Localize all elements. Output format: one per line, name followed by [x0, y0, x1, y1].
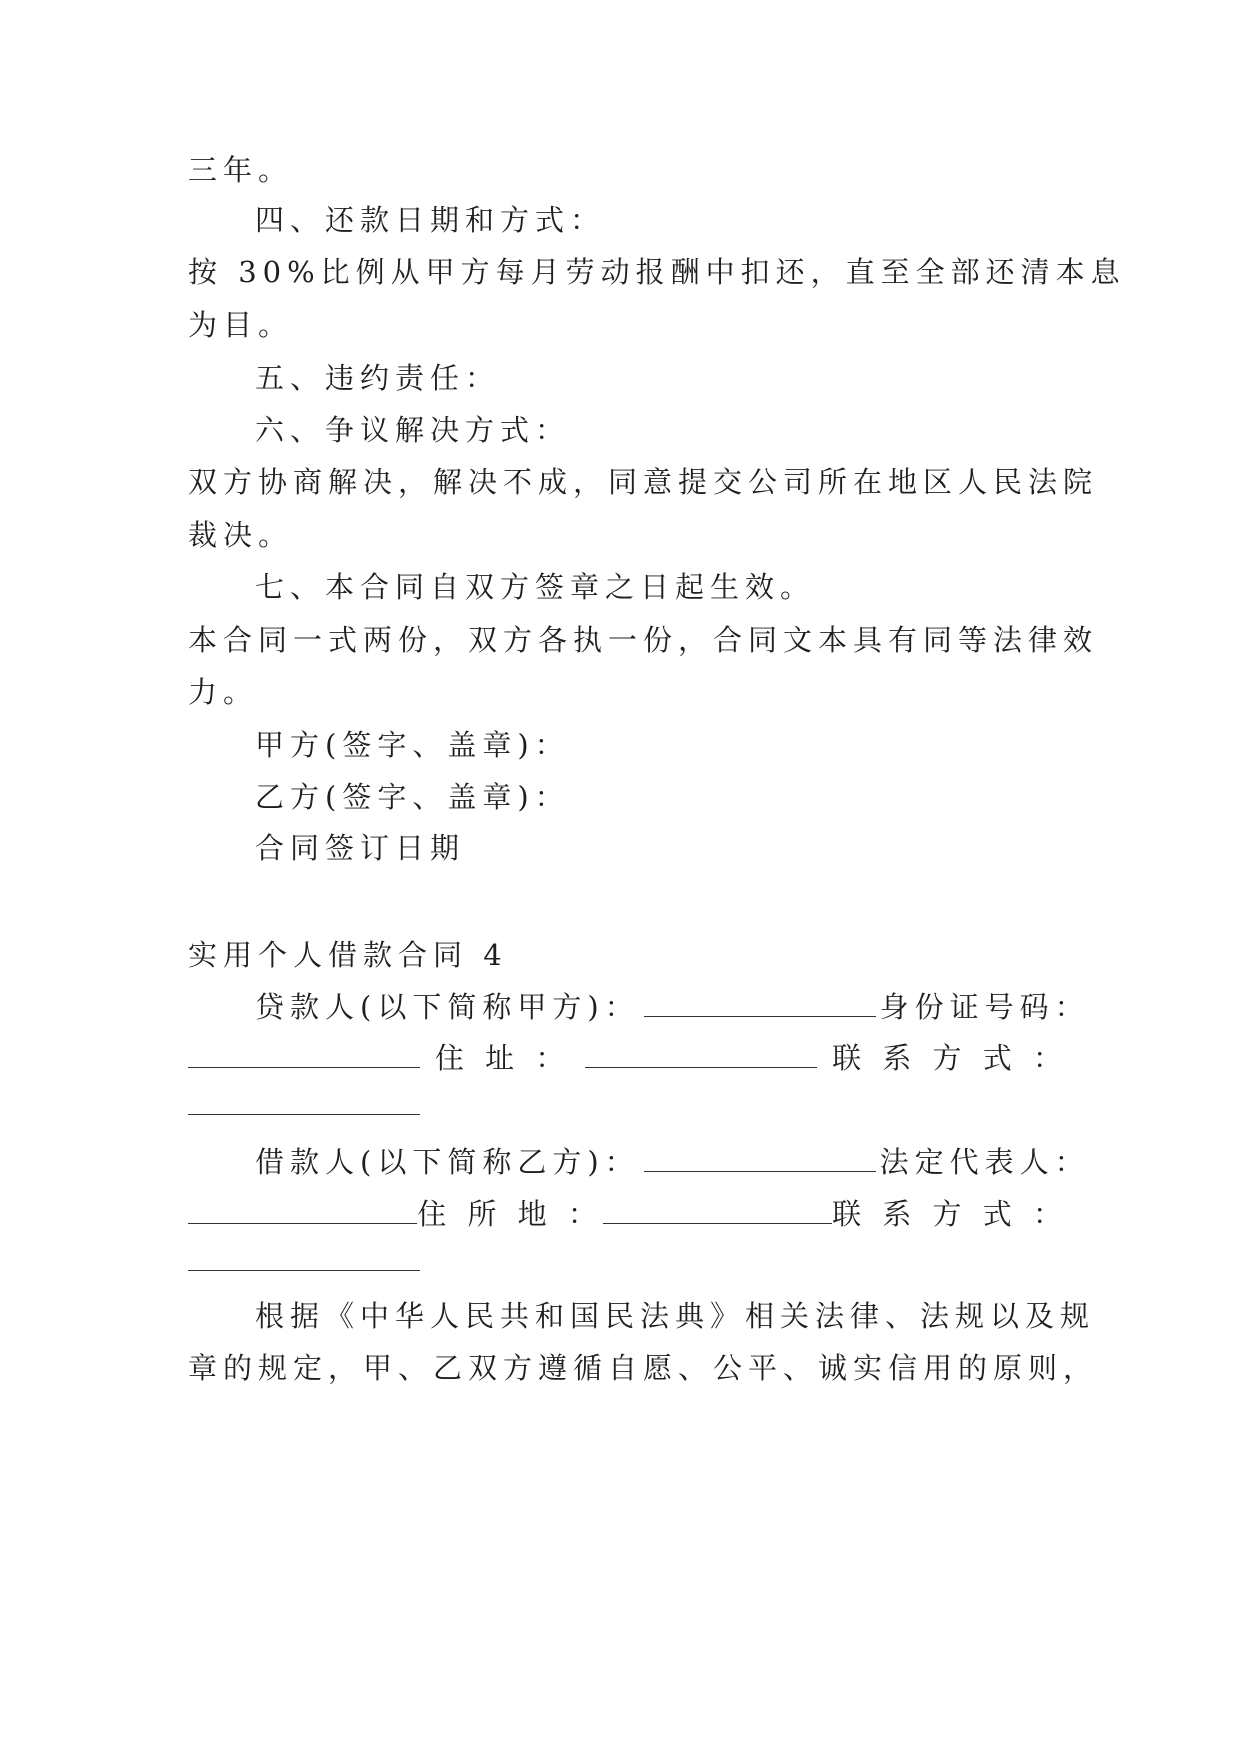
- clause-heading-dispute: 六、争议解决方式：: [255, 413, 571, 447]
- text-line: 双方协商解决，解决不成，同意提交公司所在地区人民法院: [188, 465, 1099, 499]
- text-line: 按 30%比例从甲方每月劳动报酬中扣还，直至全部还清本息: [188, 255, 1126, 289]
- borrower-name-blank: [644, 1170, 876, 1172]
- clause-heading-repayment: 四、还款日期和方式：: [255, 203, 606, 237]
- signing-date-label: 合同签订日期: [255, 831, 466, 865]
- text-line: 裁决。: [188, 518, 294, 552]
- borrower-domicile-line: [188, 1194, 1068, 1234]
- signature-party-b: 乙方(签字、盖章)：: [255, 780, 570, 814]
- lender-contact-blank: [188, 1114, 420, 1115]
- borrower-label: 借款人(以下简称乙方)：: [255, 1145, 640, 1179]
- lender-line: [255, 987, 1090, 1027]
- text-line: 三年。: [188, 153, 294, 187]
- clause-heading-liability: 五、违约责任：: [255, 361, 501, 395]
- signature-party-a: 甲方(签字、盖章)：: [255, 728, 570, 762]
- text-line: 为目。: [188, 308, 294, 342]
- borrower-contact-blank: [188, 1270, 420, 1271]
- lender-name-blank: [644, 1015, 876, 1017]
- text-line: 力。: [188, 675, 259, 709]
- closing-line: 章的规定，甲、乙双方遵循自愿、公平、诚实信用的原则，: [188, 1351, 1099, 1385]
- clause-heading-effective: 七、本合同自双方签章之日起生效。: [255, 570, 816, 604]
- borrower-contact-label: 联 系 方 式 ：: [832, 1197, 1068, 1231]
- lender-label: 贷款人(以下简称甲方)：: [255, 990, 640, 1024]
- text-line: 本合同一式两份，双方各执一份，合同文本具有同等法律效: [188, 623, 1099, 657]
- lender-id-label: 身份证号码：: [879, 990, 1090, 1024]
- section-title: 实用个人借款合同 4: [188, 938, 508, 972]
- lender-address-label: 住 址 ：: [434, 1041, 571, 1075]
- borrower-rep-blank: [188, 1222, 417, 1224]
- borrower-domicile-label: 住 所 地 ：: [417, 1197, 603, 1231]
- lender-contact-label: 联 系 方 式 ：: [832, 1041, 1068, 1075]
- lender-address-line: [188, 1038, 1068, 1078]
- borrower-domicile-blank: [603, 1222, 832, 1224]
- lender-id-blank: [188, 1066, 420, 1068]
- lender-address-blank: [585, 1066, 817, 1068]
- borrower-line: [255, 1142, 1090, 1182]
- borrower-rep-label: 法定代表人：: [879, 1145, 1090, 1179]
- closing-line: 根据《中华人民共和国民法典》相关法律、法规以及规: [255, 1299, 1096, 1333]
